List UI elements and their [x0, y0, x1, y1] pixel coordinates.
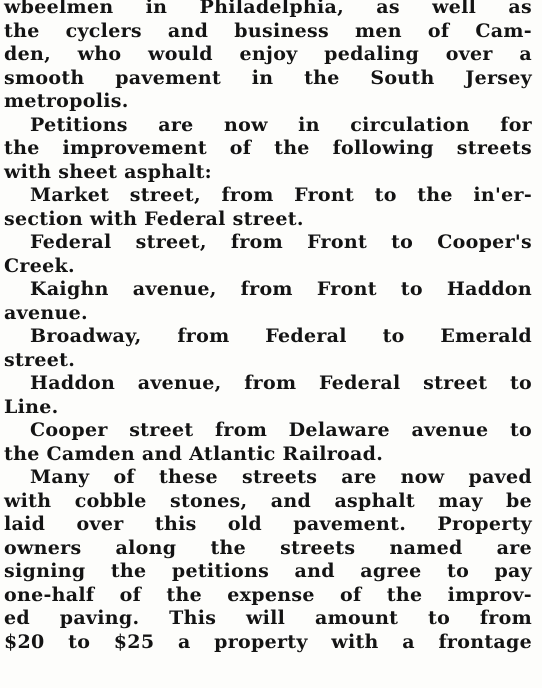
street-item-line: Cooper street from Delaware avenue to	[30, 419, 532, 441]
text-line: smooth pavement in the South Jersey	[4, 66, 532, 89]
text-line: signing the petitions and agree to pay	[4, 560, 532, 582]
street-item-line: Broadway, from Federal to Emerald	[30, 325, 532, 347]
text-line: one-half of the expense of the improv-	[4, 583, 532, 606]
text-line: Creek.	[4, 254, 75, 277]
text-line: the Camden and Atlantic Railroad.	[4, 442, 384, 465]
text-line: $20 to $25 a property with a frontage	[4, 630, 532, 653]
street-item-line: Market street, from Front to the in'er-	[30, 184, 532, 206]
text-line: section with Federal street.	[4, 207, 304, 230]
text-line: laid over this old pavement. Property	[4, 513, 532, 535]
text-line: metropolis.	[4, 90, 129, 112]
text-line: ed paving. This will amount to from	[4, 607, 532, 629]
text-line: Line.	[4, 395, 59, 418]
text-line: with cobble stones, and asphalt may be	[4, 489, 532, 512]
text-line: den, who would enjoy pedaling over a	[4, 43, 532, 65]
text-line: the improvement of the following streets	[4, 137, 532, 159]
text-line: owners along the streets named are	[4, 536, 532, 559]
article-text	[4, 0, 532, 654]
text-line: street.	[4, 348, 76, 371]
street-item-line: Haddon avenue, from Federal street to	[30, 372, 532, 394]
text-line: avenue.	[4, 301, 88, 324]
paragraph-start-line: Many of these streets are now paved	[30, 466, 532, 488]
text-line: with sheet asphalt:	[4, 160, 212, 183]
text-line: the cyclers and business men of Cam-	[4, 19, 532, 42]
street-item-line: Federal street, from Front to Cooper's	[30, 231, 532, 253]
paragraph-start-line: Petitions are now in circulation for	[30, 113, 532, 136]
text-line: wbeelmen in Philadelphia, as well as	[4, 0, 532, 18]
street-item-line: Kaighn avenue, from Front to Haddon	[30, 278, 532, 300]
